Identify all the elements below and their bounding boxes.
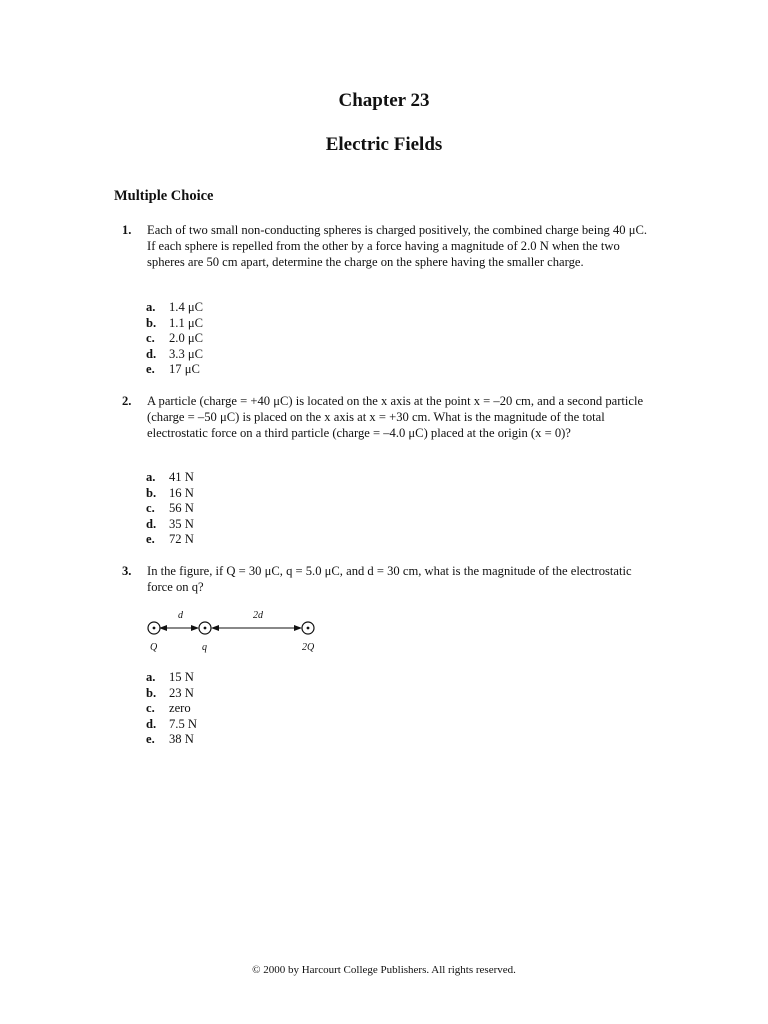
option-text: 35 N — [169, 516, 194, 531]
option-letter: b. — [146, 315, 157, 330]
option-letter: c. — [146, 701, 155, 715]
option-d — [146, 347, 203, 363]
option-letter: e. — [146, 362, 155, 376]
option-text: 2.0 μC — [169, 331, 204, 345]
option-letter: d. — [146, 716, 157, 731]
option-letter: a. — [146, 670, 156, 684]
question-stem: A particle (charge = +40 μC) is located on the x axis at the point x = –20 cm, and a second particle (charge = –50 μC) is placed on the x axis at x = +30 cm. What is the magnitude of the total electrostatic force on a third particle (charge = –4.0 μC) placed at the origin (x = 0)? — [147, 394, 644, 440]
question-3-options — [146, 670, 197, 748]
label-2d: 2d — [253, 610, 263, 621]
option-c — [146, 501, 194, 517]
charge-Q-circle — [148, 622, 160, 634]
option-a — [146, 470, 194, 486]
question-number: 1. — [122, 223, 132, 237]
option-text: 15 N — [169, 670, 194, 684]
option-letter: d. — [146, 346, 157, 361]
label-Q: Q — [150, 642, 158, 653]
option-text: 1.1 μC — [169, 315, 204, 330]
option-text: 23 N — [169, 685, 194, 700]
option-text: 17 μC — [169, 362, 200, 376]
option-text: 7.5 N — [169, 716, 197, 731]
option-text: 3.3 μC — [169, 346, 204, 361]
option-text: 56 N — [169, 501, 194, 515]
option-d — [146, 717, 197, 733]
charge-2Q-circle — [302, 622, 314, 634]
question-1 — [122, 222, 652, 270]
charge-q-circle — [199, 622, 211, 634]
option-letter: b. — [146, 685, 157, 700]
option-b — [146, 486, 194, 502]
question-3 — [122, 563, 652, 595]
chapter-heading: Chapter 23 — [338, 90, 430, 111]
option-c — [146, 331, 203, 347]
charges-figure — [140, 606, 340, 656]
option-e — [146, 732, 197, 748]
label-2Q: 2Q — [302, 642, 315, 653]
question-number: 3. — [122, 564, 132, 578]
question-number: 2. — [122, 394, 132, 408]
option-c — [146, 701, 197, 717]
option-b — [146, 316, 203, 332]
option-letter: c. — [146, 331, 155, 345]
label-d: d — [178, 610, 183, 621]
question-stem: In the figure, if Q = 30 μC, q = 5.0 μC, and d = 30 cm, what is the magnitude of the electrostatic force on q? — [147, 564, 632, 594]
option-text: 38 N — [169, 732, 194, 746]
option-text: 41 N — [169, 470, 194, 484]
option-b — [146, 686, 197, 702]
option-text: 72 N — [169, 532, 194, 546]
question-2-options — [146, 470, 194, 548]
option-letter: e. — [146, 732, 155, 746]
copyright-footer: © 2000 by Harcourt College Publishers. All rights reserved. — [252, 964, 516, 976]
option-e — [146, 532, 194, 548]
option-letter: a. — [146, 470, 156, 484]
label-q: q — [202, 642, 207, 653]
option-letter: e. — [146, 532, 155, 546]
section-title: Multiple Choice — [114, 188, 214, 204]
option-a — [146, 670, 197, 686]
option-text: zero — [169, 701, 191, 715]
option-text: 1.4 μC — [169, 300, 204, 314]
question-stem: Each of two small non-conducting spheres is charged positively, the combined charge being 40 μC. If each sphere is repelled from the other by a force having a magnitude of 2.0 N when the two spheres are 50 cm apart, determine the charge on the sphere having the smaller charge. — [147, 223, 648, 269]
question-1-options — [146, 300, 203, 378]
option-letter: c. — [146, 501, 155, 515]
question-2 — [122, 393, 652, 441]
option-a — [146, 300, 203, 316]
option-text: 16 N — [169, 485, 194, 500]
option-letter: a. — [146, 300, 156, 314]
option-letter: d. — [146, 516, 157, 531]
chapter-title: Electric Fields — [325, 134, 443, 155]
option-d — [146, 517, 194, 533]
option-e — [146, 362, 203, 378]
option-letter: b. — [146, 485, 157, 500]
